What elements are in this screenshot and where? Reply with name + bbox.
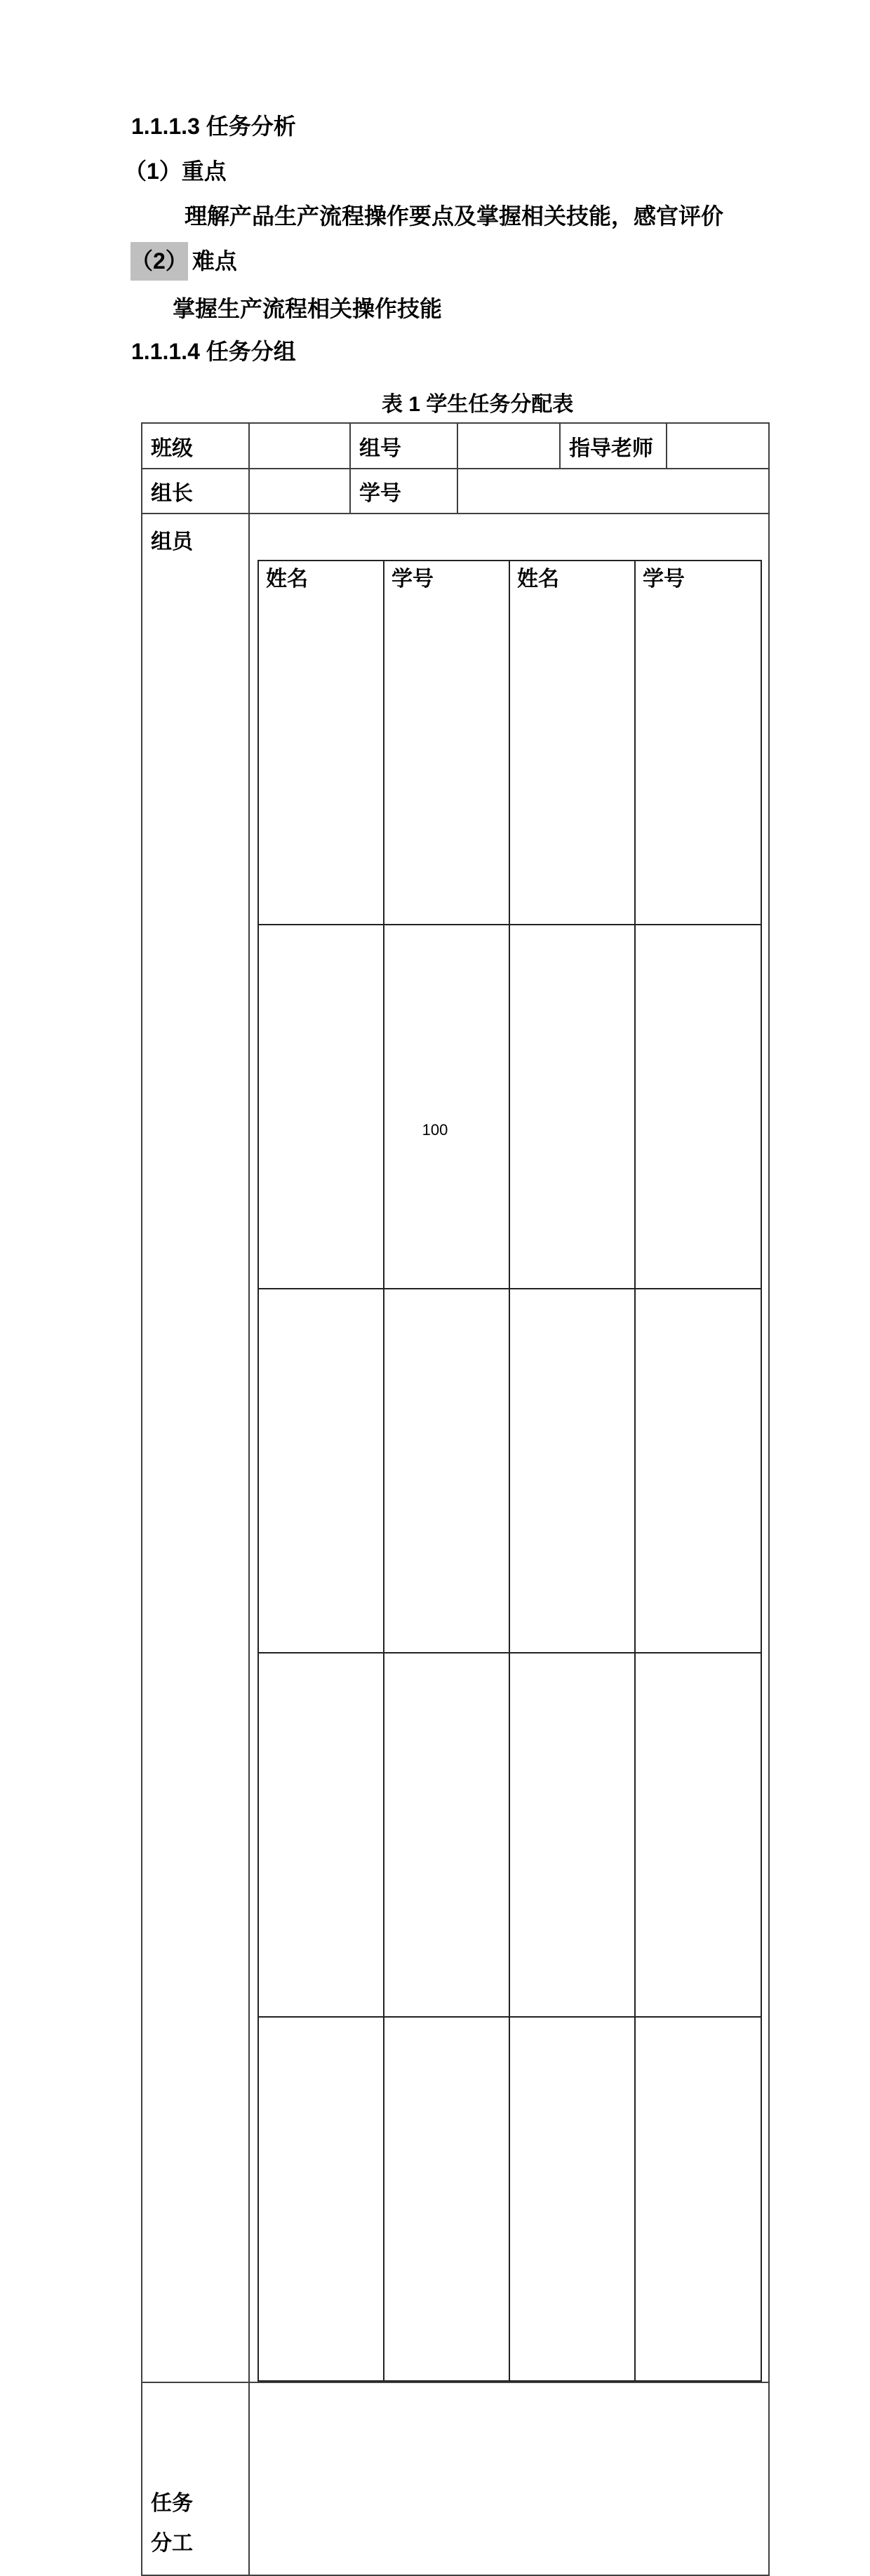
leader-value-cell <box>249 469 350 514</box>
task-division-line2: 分工 <box>151 2532 193 2555</box>
members-content-cell <box>249 514 769 2382</box>
member-cell <box>384 2017 509 2381</box>
member-cell <box>635 2017 761 2381</box>
leader-id-value-cell <box>457 469 769 514</box>
paragraph-difficulty: 掌握生产流程相关操作技能 <box>173 296 443 321</box>
member-cell <box>384 1653 509 2017</box>
table-caption: 表 1 学生任务分配表 <box>382 393 574 416</box>
leader-label-cell: 组长 <box>142 469 249 514</box>
member-id-header-cell: 学号 <box>635 561 761 925</box>
list-item-difficulty <box>130 247 237 275</box>
member-cell <box>509 2017 635 2381</box>
class-value-cell <box>249 423 350 469</box>
task-division-label-cell <box>142 2382 249 2575</box>
leader-id-label-cell: 学号 <box>350 469 457 514</box>
table-row <box>142 2382 769 2575</box>
class-label-cell: 班级 <box>142 423 249 469</box>
group-no-value-cell <box>457 423 560 469</box>
list-item-difficulty-title: 难点 <box>192 248 237 274</box>
member-cell <box>509 1653 635 2017</box>
member-cell <box>258 1653 384 2017</box>
member-blank-row <box>258 925 761 1289</box>
members-header-row <box>258 561 761 925</box>
paragraph-key-points: 理解产品生产流程操作要点及掌握相关技能，感官评价 <box>185 203 724 229</box>
task-division-line1: 任务 <box>151 2492 193 2515</box>
members-table <box>257 560 762 2382</box>
highlighted-marker: （2） <box>130 242 188 281</box>
member-cell <box>384 1289 509 1653</box>
assignment-table-wrapper <box>141 422 770 2576</box>
page-number: 100 <box>422 1121 448 1139</box>
member-cell <box>509 925 635 1289</box>
member-cell <box>635 1289 761 1653</box>
assignment-table <box>141 422 770 2576</box>
member-cell <box>258 925 384 1289</box>
table-row <box>142 469 769 514</box>
table-row <box>142 423 769 469</box>
list-item-key-points: （1）重点 <box>124 159 227 184</box>
member-blank-row <box>258 1289 761 1653</box>
task-division-content-cell <box>249 2382 769 2575</box>
advisor-value-cell <box>667 423 769 469</box>
member-blank-row <box>258 2017 761 2381</box>
table-row <box>142 514 769 2382</box>
heading-task-grouping: 1.1.1.4 任务分组 <box>131 339 296 364</box>
heading-task-analysis: 1.1.1.3 任务分析 <box>131 114 296 139</box>
member-cell <box>635 1653 761 2017</box>
member-name-header-cell: 姓名 <box>509 561 635 925</box>
group-no-label-cell: 组号 <box>350 423 457 469</box>
member-id-header-cell: 学号 <box>384 561 509 925</box>
member-cell <box>509 1289 635 1653</box>
member-cell <box>258 2017 384 2381</box>
member-cell <box>635 925 761 1289</box>
member-cell <box>258 1289 384 1653</box>
member-blank-row <box>258 1653 761 2017</box>
member-cell <box>384 925 509 1289</box>
members-label-cell: 组员 <box>142 514 249 2382</box>
member-name-header-cell: 姓名 <box>258 561 384 925</box>
advisor-label-cell: 指导老师 <box>560 423 667 469</box>
